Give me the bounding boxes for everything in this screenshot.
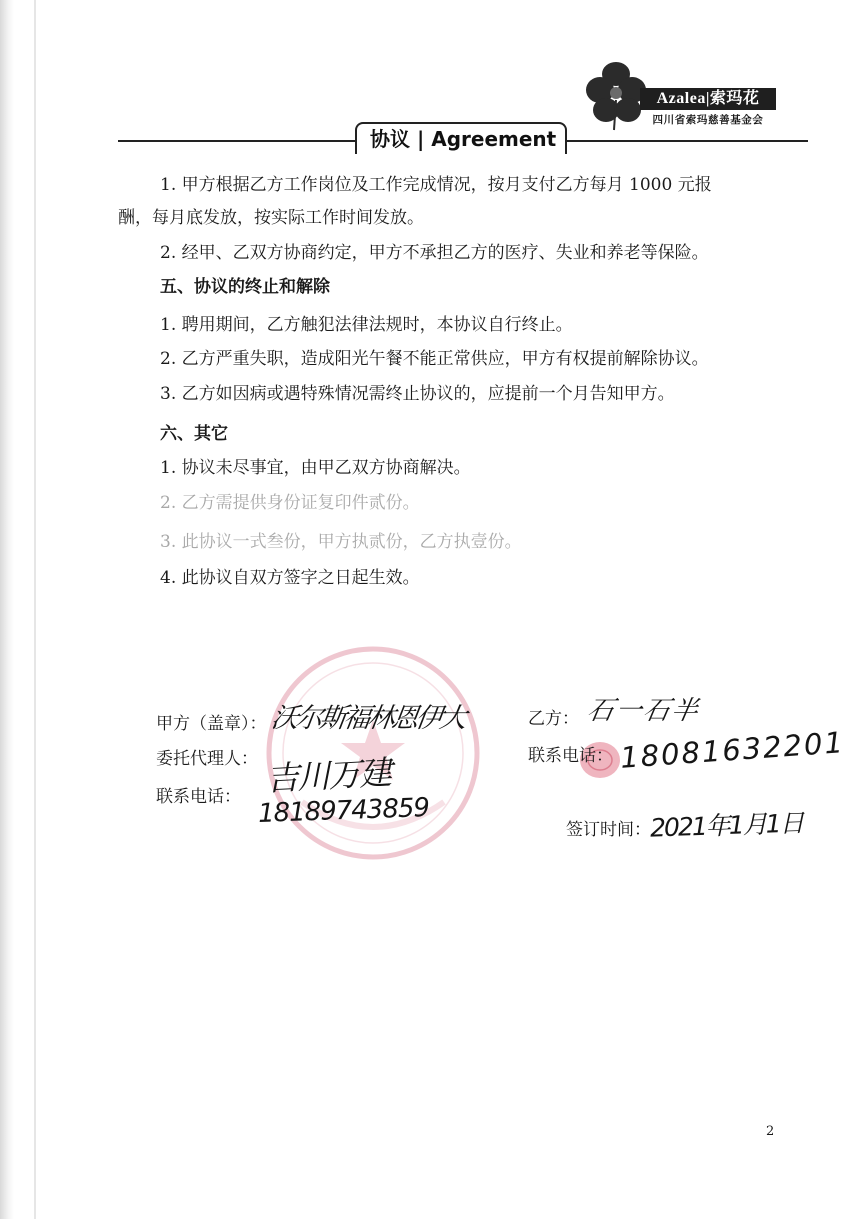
clause-line: 2. 乙方严重失职，造成阳光午餐不能正常供应，甲方有权提前解除协议。 [160, 349, 709, 369]
page-number: 2 [766, 1124, 775, 1139]
agent-signature: 吉川万建 [265, 752, 392, 799]
clause-line: 2. 乙方需提供身份证复印件贰份。 [160, 493, 420, 513]
party-b-label: 乙方： [528, 709, 579, 729]
party-a-label: 甲方（盖章）： [156, 714, 267, 734]
clause-line: 3. 此协议一式叁份，甲方执贰份，乙方执壹份。 [160, 532, 522, 552]
sign-date-handwritten: 2021年1月1日 [649, 808, 803, 843]
clause-line: 1. 聘用期间，乙方触犯法律法规时，本协议自行终止。 [160, 315, 573, 335]
phone-a-label: 联系电话： [156, 787, 241, 807]
clause-line: 1. 甲方根据乙方工作岗位及工作完成情况，按月支付乙方每月 1000 元报 [160, 175, 712, 195]
party-b-signature: 石一石半 [584, 696, 703, 726]
scan-fold-line [34, 0, 36, 1219]
party-a-signature: 沃尔斯福林恩伊大 [269, 703, 466, 734]
clause-line: 酬，每月底发放，按实际工作时间发放。 [118, 208, 424, 228]
agent-label: 委托代理人： [156, 749, 258, 769]
page-title: 协议 | Agreement [370, 127, 557, 151]
clause-line: 3. 乙方如因病或遇特殊情况需终止协议的，应提前一个月告知甲方。 [160, 384, 675, 404]
phone-b-label: 联系电话： [528, 746, 613, 766]
logo-banner: Azalea|索玛花 [640, 88, 776, 110]
sign-date-label: 签订时间： [566, 820, 651, 840]
foundation-name: 四川省索玛慈善基金会 [652, 114, 764, 126]
clause-line: 2. 经甲、乙双方协商约定，甲方不承担乙方的医疗、失业和养老等保险。 [160, 243, 709, 263]
phone-b-handwritten: 18081632201 [619, 725, 846, 775]
azalea-logo [584, 60, 784, 132]
clause-line: 1. 协议未尽事宜，由甲乙双方协商解决。 [160, 458, 471, 478]
scan-edge [0, 0, 14, 1219]
phone-a-handwritten: 18189743859 [257, 793, 430, 829]
section-heading: 五、协议的终止和解除 [160, 277, 330, 297]
clause-line: 4. 此协议自双方签字之日起生效。 [160, 568, 420, 588]
section-heading: 六、其它 [160, 424, 228, 444]
